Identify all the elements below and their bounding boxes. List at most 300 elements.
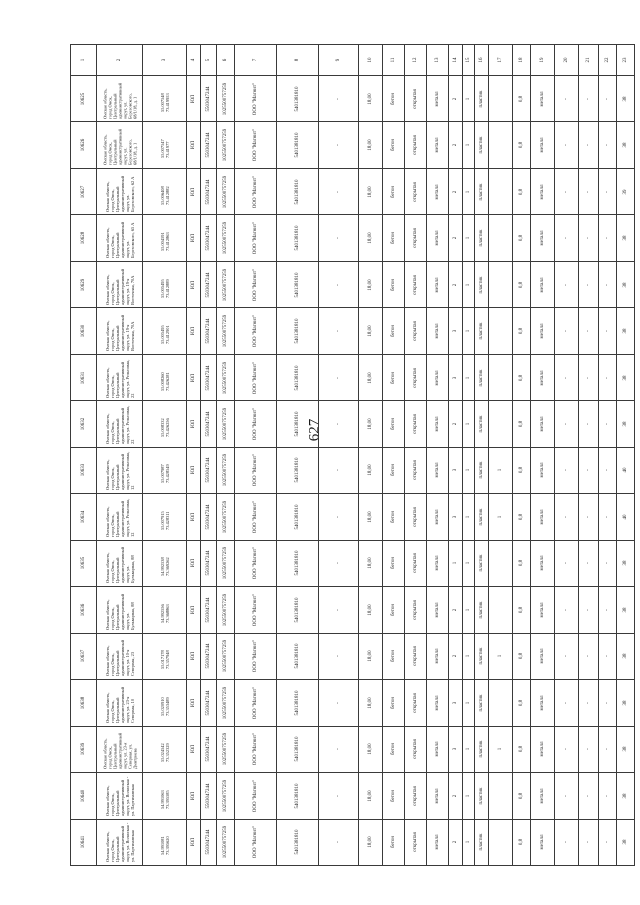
surface-cell-text: бетон <box>390 650 396 663</box>
volume-cell <box>513 354 531 400</box>
header-label: 9 <box>335 58 341 62</box>
container-type-cell-text: пластик <box>478 508 484 526</box>
col23-cell <box>617 122 635 168</box>
row-id <box>71 540 97 586</box>
col20-cell <box>555 76 579 122</box>
col20-cell <box>555 540 579 586</box>
coordinates-cell <box>143 401 187 447</box>
kpp-cell <box>277 401 319 447</box>
coordinates-cell <box>143 819 187 866</box>
table-row <box>71 680 635 726</box>
col9-cell-text: - <box>335 701 341 704</box>
col15-cell-text: 1 <box>465 748 471 751</box>
entity-type-cell <box>187 215 201 261</box>
container-type-cell <box>475 680 489 726</box>
inn-cell <box>201 726 217 772</box>
entity-type-cell-text: ЮЛ <box>190 745 196 754</box>
volume-cell <box>513 680 531 726</box>
header-label: 15 <box>465 57 471 63</box>
coordinates-cell-text: 54.992538 73.369262 <box>159 557 170 577</box>
entity-type-cell <box>187 122 201 168</box>
col23-cell-text: 38 <box>622 653 628 659</box>
col22-cell-text: - <box>604 376 610 379</box>
material-cell <box>427 680 449 726</box>
col9-cell <box>319 168 359 214</box>
header-label: 23 <box>622 57 628 63</box>
col15-cell <box>463 819 475 866</box>
col9-cell-text: - <box>335 841 341 844</box>
row-id <box>71 401 97 447</box>
organization-cell <box>235 819 277 866</box>
ogrn-cell <box>217 308 235 354</box>
header-label: 8 <box>294 58 300 62</box>
col9-cell-text: - <box>335 516 341 518</box>
container-material-cell-text: металл <box>539 323 545 339</box>
col9-cell <box>319 447 359 493</box>
enclosure-cell <box>405 819 427 866</box>
surface-cell <box>383 122 405 168</box>
col20-cell <box>555 494 579 540</box>
volume-cell <box>513 819 531 866</box>
col21-cell <box>579 540 599 586</box>
container-type-cell-text: пластик <box>478 415 484 433</box>
col9-cell-text: - <box>335 562 341 565</box>
header-label: 16 <box>478 57 484 63</box>
address-cell <box>97 633 143 679</box>
col20-cell <box>555 401 579 447</box>
volume-cell-text: 0,8 <box>518 95 524 102</box>
material-cell <box>427 447 449 493</box>
col21-cell <box>579 773 599 819</box>
surface-cell-text: бетон <box>390 92 396 105</box>
container-type-cell <box>475 401 489 447</box>
address-cell <box>97 168 143 214</box>
entity-type-cell-text: ЮЛ <box>190 234 196 243</box>
volume-cell-text: 0,8 <box>518 327 524 335</box>
organization-cell-text: ООО "Магнит" <box>252 547 258 580</box>
table-row <box>71 215 635 261</box>
enclosure-cell-text: открытая <box>412 507 418 527</box>
header-label: 7 <box>252 58 258 62</box>
row-id-text: 10632 <box>80 417 86 431</box>
inn-cell-text: 5503047244 <box>205 132 211 158</box>
material-cell-text: металл <box>434 555 440 571</box>
kpp-cell-text: 5401381810 <box>294 365 300 391</box>
entity-type-cell-text: ЮЛ <box>190 466 196 475</box>
inn-cell <box>201 819 217 866</box>
count-cell <box>449 261 463 307</box>
table-row <box>71 494 635 540</box>
enclosure-cell-text: открытая <box>412 553 418 574</box>
table-row <box>71 587 635 633</box>
material-cell-text: металл <box>434 137 440 153</box>
col9-cell <box>319 122 359 168</box>
col21-cell-text: - <box>585 748 591 751</box>
enclosure-cell <box>405 494 427 540</box>
kpp-cell <box>277 633 319 679</box>
col23-cell-text: 38 <box>622 375 628 381</box>
material-cell-text: металл <box>434 788 440 804</box>
col9-cell-text: - <box>335 748 341 751</box>
col9-cell-text: - <box>335 97 341 100</box>
material-cell <box>427 122 449 168</box>
row-id-text: 10625 <box>80 92 86 105</box>
col23-cell <box>617 540 635 586</box>
inn-cell-text: 5503047244 <box>205 86 211 112</box>
area-cell-text: 18,00 <box>367 743 373 755</box>
organization-cell-text: ООО "Магнит" <box>252 733 258 766</box>
inn-cell-text: 5503047244 <box>205 272 211 298</box>
material-cell <box>427 308 449 354</box>
container-type-cell <box>475 494 489 540</box>
col17-cell-text: 1 <box>497 515 503 519</box>
entity-type-cell-text: ЮЛ <box>190 94 196 103</box>
col21-cell <box>579 633 599 679</box>
ogrn-cell-text: 1025500757259 <box>222 175 228 208</box>
col15-cell <box>463 215 475 261</box>
inn-cell-text: 5503047244 <box>205 829 211 855</box>
col23-cell-text: 38 <box>622 560 628 566</box>
row-id <box>71 447 97 493</box>
container-material-cell <box>531 215 555 261</box>
entity-type-cell <box>187 447 201 493</box>
header-cell-11 <box>383 45 405 76</box>
count-cell <box>449 401 463 447</box>
material-cell-text: металл <box>434 416 440 432</box>
address-cell <box>97 308 143 354</box>
col21-cell <box>579 261 599 307</box>
kpp-cell-text: 5401381810 <box>294 86 300 112</box>
container-type-cell <box>475 354 489 400</box>
col23-cell-text: 40 <box>622 514 628 520</box>
col15-cell-text: 1 <box>465 283 471 286</box>
coordinates-cell-text: 55.005495 73.412901 <box>159 325 170 345</box>
surface-cell-text: бетон <box>390 278 396 291</box>
col15-cell <box>463 633 475 679</box>
header-cell-19 <box>531 45 555 76</box>
volume-cell <box>513 447 531 493</box>
area-cell-text: 18,00 <box>367 464 373 477</box>
col17-cell <box>489 308 513 354</box>
container-type-cell-text: пластик <box>478 462 484 479</box>
inn-cell <box>201 354 217 400</box>
address-cell-text: Омская область, город Омск, Центральный административный округ, ул. Березовского, 68/1/18, д. 1 <box>102 82 137 119</box>
container-material-cell-text: металл <box>539 648 545 664</box>
count-cell-text: 1 <box>452 562 458 565</box>
coordinates-cell-text: 55.008260 73.426281 <box>159 371 170 391</box>
table-row <box>71 308 635 354</box>
container-material-cell <box>531 587 555 633</box>
count-cell <box>449 819 463 866</box>
col21-cell-text: - <box>585 144 591 147</box>
col20-cell <box>555 680 579 726</box>
col9-cell-text: - <box>335 190 341 193</box>
col9-cell <box>319 633 359 679</box>
enclosure-cell-text: открытая <box>412 646 418 667</box>
row-id-text: 10635 <box>80 557 86 570</box>
surface-cell <box>383 773 405 819</box>
area-cell <box>359 447 383 493</box>
organization-cell-text: ООО "Магнит" <box>252 361 258 394</box>
col21-cell <box>579 168 599 214</box>
col22-cell-text: - <box>604 469 610 472</box>
table-row <box>71 773 635 819</box>
coordinates-cell-text: 55.007548 73.419953 <box>159 93 170 112</box>
col15-cell <box>463 122 475 168</box>
container-type-cell-text: пластик <box>478 554 484 572</box>
organization-cell <box>235 633 277 679</box>
header-cell-1 <box>71 45 97 76</box>
address-cell-text: Омская область, город Омск, Центральный административный округ, ул. Бульварная, 88 <box>104 547 135 584</box>
area-cell-text: 18,00 <box>367 278 373 291</box>
header-cell-14 <box>449 45 463 76</box>
entity-type-cell <box>187 819 201 866</box>
volume-cell-text: 0,8 <box>518 467 524 474</box>
address-cell-text: Омская область, город Омск, Центральный административный округ, ул. Бульварная, 88 <box>104 593 135 630</box>
col21-cell-text: - <box>585 237 591 239</box>
col23-cell <box>617 494 635 540</box>
entity-type-cell-text: ЮЛ <box>190 187 196 196</box>
row-id <box>71 168 97 214</box>
col17-cell <box>489 633 513 679</box>
kpp-cell-text: 5401381810 <box>294 318 300 344</box>
coordinates-cell <box>143 494 187 540</box>
col23-cell <box>617 354 635 400</box>
volume-cell-text: 0,8 <box>518 653 524 660</box>
coordinates-cell <box>143 633 187 679</box>
header-cell-20 <box>555 45 579 76</box>
col22-cell-text: - <box>604 144 610 147</box>
inn-cell <box>201 215 217 261</box>
col17-cell <box>489 773 513 819</box>
col22-cell <box>599 354 617 400</box>
entity-type-cell <box>187 354 201 400</box>
header-row <box>71 45 635 76</box>
col17-cell <box>489 587 513 633</box>
col17-cell <box>489 680 513 726</box>
row-id <box>71 308 97 354</box>
inn-cell-text: 5503047244 <box>205 597 211 623</box>
ogrn-cell <box>217 261 235 307</box>
col17-cell <box>489 819 513 866</box>
col23-cell <box>617 633 635 679</box>
enclosure-cell-text: открытая <box>412 321 418 341</box>
area-cell <box>359 261 383 307</box>
count-cell-text: 2 <box>452 236 458 240</box>
ogrn-cell-text: 1025500757259 <box>222 686 228 720</box>
row-id-text: 10629 <box>80 278 86 291</box>
header-cell-7 <box>235 45 277 76</box>
col22-cell <box>599 122 617 168</box>
surface-cell <box>383 540 405 586</box>
col20-cell-text: - <box>563 283 569 286</box>
col23-cell-text: 38 <box>622 746 628 752</box>
header-cell-23 <box>617 45 635 76</box>
ogrn-cell-text: 1025500757259 <box>222 268 228 301</box>
area-cell-text: 18,00 <box>367 604 373 616</box>
row-id <box>71 76 97 122</box>
area-cell <box>359 587 383 633</box>
col15-cell <box>463 447 475 493</box>
coordinates-cell-text: 55.020910 73.353489 <box>159 697 170 716</box>
material-cell <box>427 76 449 122</box>
col22-cell-text: - <box>604 562 610 565</box>
col21-cell <box>579 215 599 261</box>
entity-type-cell-text: ЮЛ <box>190 838 196 847</box>
area-cell-text: 18,00 <box>367 650 373 662</box>
inn-cell <box>201 540 217 586</box>
col20-cell <box>555 215 579 261</box>
coordinates-cell <box>143 168 187 214</box>
kpp-cell-text: 5401381810 <box>294 597 300 623</box>
coordinates-cell-text: 55.005495 73.412889 <box>159 278 170 298</box>
col21-cell-text: - <box>585 97 591 100</box>
kpp-cell-text: 5401381810 <box>294 736 300 762</box>
material-cell-text: металл <box>434 184 440 200</box>
col21-cell-text: - <box>585 376 591 379</box>
enclosure-cell <box>405 633 427 679</box>
count-cell <box>449 122 463 168</box>
material-cell <box>427 633 449 679</box>
area-cell-text: 18,00 <box>367 232 373 244</box>
inn-cell <box>201 76 217 122</box>
organization-cell-text: ООО "Магнит" <box>252 221 258 255</box>
col15-cell-text: 1 <box>465 329 471 333</box>
count-cell-text: 3 <box>452 329 458 333</box>
col22-cell <box>599 494 617 540</box>
area-cell <box>359 76 383 122</box>
count-cell <box>449 540 463 586</box>
container-material-cell-text: металл <box>539 463 545 478</box>
coordinates-cell-text: 54.991063 73.395585 <box>159 790 170 809</box>
volume-cell <box>513 633 531 679</box>
coordinates-cell <box>143 447 187 493</box>
volume-cell-text: 0,8 <box>518 188 524 195</box>
container-material-cell <box>531 680 555 726</box>
container-type-cell-text: пластик <box>478 647 484 665</box>
container-type-cell-text: пластик <box>478 229 484 247</box>
coordinates-cell-text: 55.017178 73.357948 <box>159 650 170 670</box>
col22-cell-text: - <box>604 794 610 797</box>
col15-cell-text: 1 <box>465 562 471 565</box>
container-type-cell <box>475 261 489 307</box>
col17-cell <box>489 447 513 493</box>
count-cell <box>449 354 463 400</box>
container-material-cell <box>531 122 555 168</box>
organization-cell-text: ООО "Магнит" <box>252 314 258 348</box>
address-cell <box>97 122 143 168</box>
col21-cell-text: - <box>585 655 591 658</box>
col23-cell <box>617 76 635 122</box>
count-cell-text: 2 <box>452 841 458 844</box>
row-id <box>71 215 97 261</box>
organization-cell <box>235 354 277 400</box>
ogrn-cell-text: 1025500757259 <box>222 221 228 255</box>
col21-cell <box>579 308 599 354</box>
container-type-cell <box>475 587 489 633</box>
area-cell <box>359 633 383 679</box>
ogrn-cell <box>217 819 235 866</box>
col21-cell <box>579 587 599 633</box>
col23-cell-text: 38 <box>622 96 628 102</box>
ogrn-cell-text: 1025500757259 <box>222 314 228 348</box>
entity-type-cell-text: ЮЛ <box>190 698 196 707</box>
coordinates-cell <box>143 261 187 307</box>
col23-cell <box>617 819 635 866</box>
header-cell-3 <box>143 45 187 76</box>
enclosure-cell-text: открытая <box>412 88 418 109</box>
entity-type-cell <box>187 261 201 307</box>
count-cell-text: 3 <box>452 515 458 519</box>
header-label: 6 <box>222 58 228 62</box>
organization-cell-text: ООО "Магнит" <box>252 128 258 162</box>
coordinates-cell <box>143 540 187 586</box>
kpp-cell <box>277 168 319 214</box>
kpp-cell <box>277 261 319 307</box>
entity-type-cell-text: ЮЛ <box>190 326 196 336</box>
container-material-cell-text: металл <box>539 91 545 107</box>
entity-type-cell-text: ЮЛ <box>190 791 196 800</box>
inn-cell-text: 5503047244 <box>205 179 211 205</box>
col9-cell <box>319 587 359 633</box>
area-cell <box>359 122 383 168</box>
surface-cell <box>383 261 405 307</box>
col21-cell-text: - <box>585 330 591 332</box>
ogrn-cell <box>217 587 235 633</box>
count-cell-text: 2 <box>452 97 458 100</box>
container-material-cell-text: металл <box>539 695 545 711</box>
organization-cell <box>235 540 277 586</box>
col17-cell <box>489 122 513 168</box>
container-material-cell <box>531 773 555 819</box>
area-cell <box>359 308 383 354</box>
container-material-cell <box>531 447 555 493</box>
volume-cell <box>513 494 531 540</box>
organization-cell-text: ООО "Магнит" <box>252 826 258 859</box>
volume-cell-text: 0,8 <box>518 420 524 428</box>
material-cell-text: металл <box>434 834 440 850</box>
col20-cell-text: - <box>563 97 569 100</box>
container-type-cell <box>475 819 489 866</box>
header-label: 1 <box>80 58 86 62</box>
material-cell <box>427 261 449 307</box>
enclosure-cell-text: открытая <box>412 785 418 806</box>
surface-cell-text: бетон <box>390 371 396 384</box>
address-cell <box>97 680 143 726</box>
col15-cell-text: 1 <box>465 190 471 193</box>
col20-cell-text: - <box>563 190 569 193</box>
col20-cell-text: - <box>563 144 569 147</box>
area-cell-text: 18,00 <box>367 836 373 848</box>
address-cell-text: Омская область, город Омск, Центральный административный округ, ул. Березовского, 65 А <box>104 222 135 259</box>
col22-cell-text: - <box>604 841 610 844</box>
row-id <box>71 587 97 633</box>
enclosure-cell <box>405 773 427 819</box>
col22-cell <box>599 401 617 447</box>
header-cell-21 <box>579 45 599 76</box>
inn-cell <box>201 401 217 447</box>
inn-cell-text: 5503047244 <box>205 550 211 576</box>
address-cell-text: Омская область, город Омск, Центральный административный округ, ул. 10-я Северная, 23 <box>104 640 135 677</box>
container-material-cell-text: металл <box>539 788 545 804</box>
surface-cell <box>383 168 405 214</box>
volume-cell-text: 0,8 <box>518 374 524 381</box>
organization-cell <box>235 308 277 354</box>
container-type-cell <box>475 215 489 261</box>
ogrn-cell <box>217 633 235 679</box>
col15-cell-text: 1 <box>465 236 471 240</box>
ogrn-cell-text: 1025500757259 <box>222 82 228 115</box>
